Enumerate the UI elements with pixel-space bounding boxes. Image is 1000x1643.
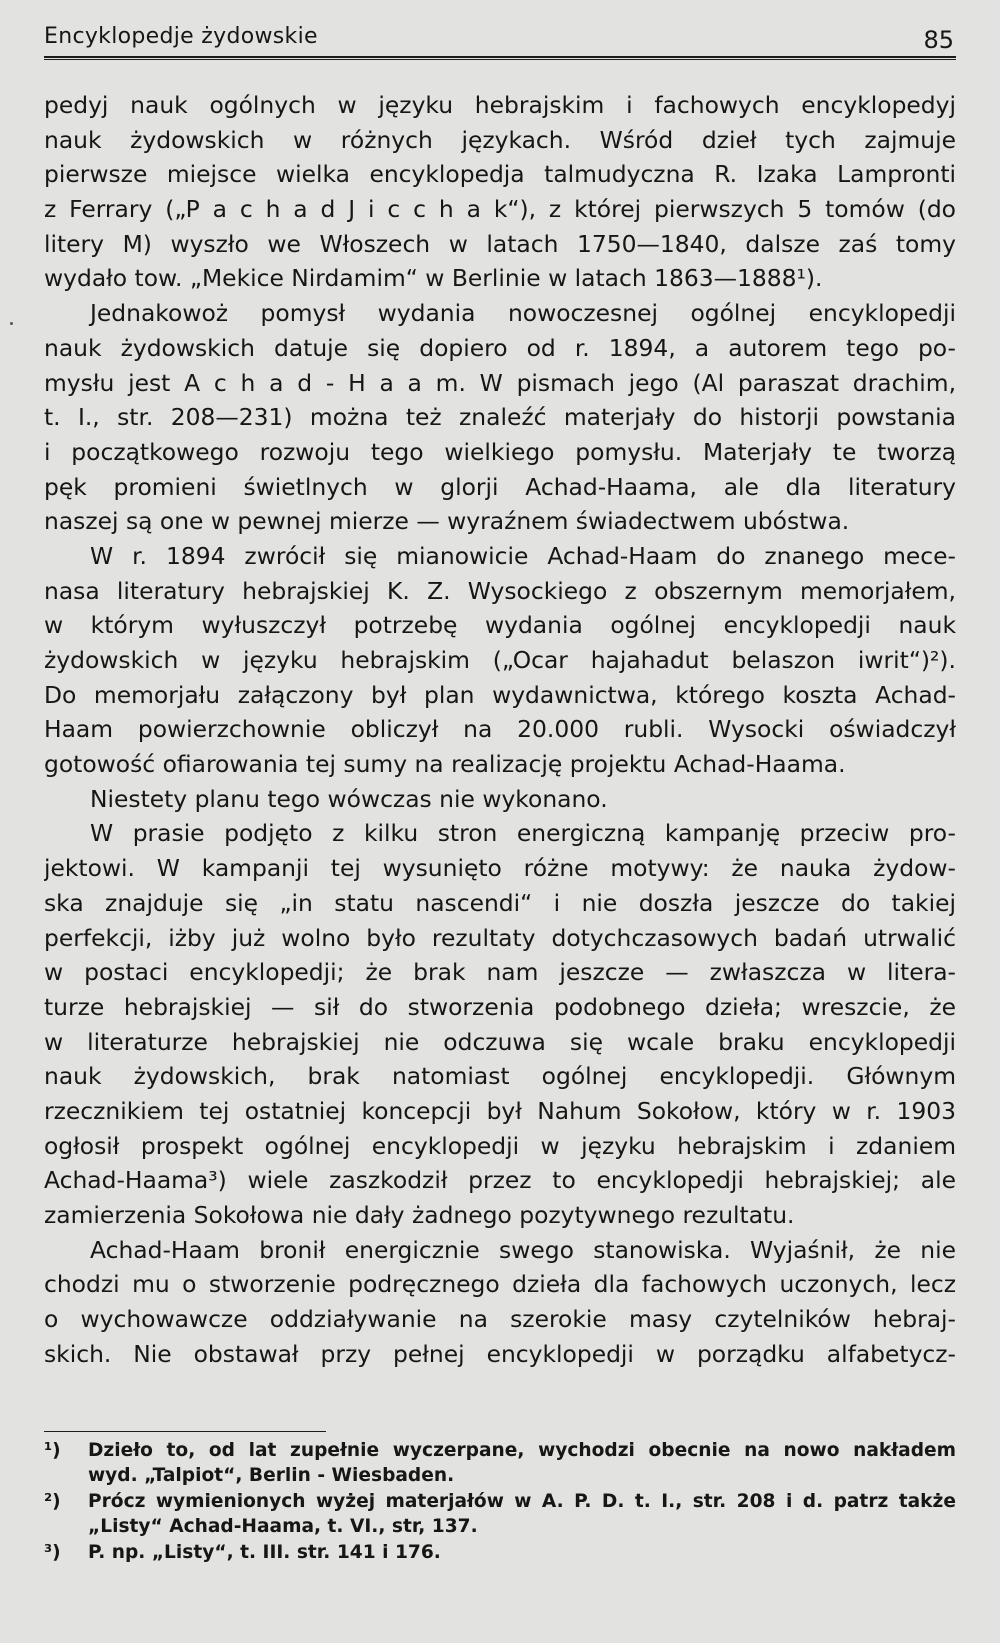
text-line: skich. Nie obstawał przy pełnej encyklopedji w porządku alfabetycz- (44, 1339, 956, 1368)
footnote-text: Prócz wymienionych wyżej materjałów w A. P. D. t. I., str. 208 i d. patrz także (88, 1491, 956, 1512)
footnote-line (44, 1489, 956, 1514)
text-line: rzecznikiem tej ostatniej koncepcji był Nahum Sokołow, który w r. 1903 (44, 1096, 956, 1125)
page-number: 85 (923, 26, 954, 54)
text-line: mysłu jest A c h a d - H a a m. W pismach jego (Al paraszat drachim, (44, 368, 956, 397)
text-line: ogłosił prospekt ogólnej encyklopedji w języku hebrajskim i zdaniem (44, 1131, 956, 1160)
text-line: Jednakowoż pomysł wydania nowoczesnej ogólnej encyklopedji (90, 299, 956, 328)
text-line: litery M) wyszło we Włoszech w latach 1750—1840, dalsze zaś tomy (44, 229, 956, 258)
body-text (44, 88, 956, 1371)
text-line: nasa literatury hebrajskiej K. Z. Wysockiego z obszernym memorjałem, (44, 576, 956, 605)
paper-speck (10, 322, 13, 325)
text-line: wydało tow. „Mekice Nirdamim“ w Berlinie w latach 1863—1888¹). (44, 264, 823, 293)
text-line: W r. 1894 zwrócił się mianowicie Achad-Haam do znanego mece- (90, 541, 956, 570)
footnote-mark: ¹) (44, 1440, 61, 1461)
text-line: jektowi. W kampanji tej wysunięto różne motywy: że nauka żydow- (44, 854, 956, 883)
text-line: żydowskich w języku hebrajskim („Ocar hajahadut belaszon iwrit“)²). (44, 646, 956, 674)
text-line: nauk żydowskich, brak natomiast ogólnej encyklopedji. Głównym (44, 1062, 956, 1091)
text-line: perfekcji, iżby już wolno było rezultaty dotychczasowych badań utrwalić (44, 923, 956, 952)
footnote-line (44, 1438, 956, 1463)
footnote-text: „Listy“ Achad-Haama, t. VI., str, 137. (88, 1516, 478, 1537)
footnote (44, 1489, 956, 1539)
page-header (44, 22, 956, 58)
text-line: ska znajduje się „in statu nascendi“ i nie doszła jeszcze do takiej (44, 888, 956, 917)
header-rule (44, 56, 956, 60)
text-line: W prasie podjęto z kilku stron energiczną kampanję przeciw pro- (90, 819, 956, 848)
text-line: nauk żydowskich w różnych językach. Wśród dzieł tych zajmuje (44, 125, 956, 154)
text-line: w którym wyłuszczył potrzebę wydania ogólnej encyklopedji nauk (44, 611, 956, 640)
text-line: t. I., str. 208—231) można też znaleźć materjały do historji powstania (44, 403, 956, 432)
text-line: Achad-Haam bronił energicznie swego stanowiska. Wyjaśnił, że nie (90, 1235, 956, 1264)
footnote-line (44, 1514, 956, 1539)
text-line: z Ferrary („P a c h a d J i c c h a k“), z której pierwszych 5 tomów (do (44, 195, 956, 224)
footnote-line (44, 1540, 956, 1565)
text-line: pedyj nauk ogólnych w języku hebrajskim i fachowych encyklopedyj (44, 91, 956, 119)
footnote-mark: ²) (44, 1491, 61, 1512)
text-line: naszej są one w pewnej mierze — wyraźnem świadectwem ubóstwa. (44, 507, 850, 536)
footnote-text: P. np. „Listy“, t. III. str. 141 i 176. (88, 1542, 441, 1563)
text-line: pierwsze miejsce wielka encyklopedja talmudyczna R. Izaka Lampronti (44, 160, 956, 189)
text-line: nauk żydowskich datuje się dopiero od r. 1894, a autorem tego po- (44, 333, 956, 362)
text-line: gotowość ofiarowania tej sumy na realizację projektu Achad-Haama. (44, 750, 846, 779)
footnote-text: Dzieło to, od lat zupełnie wyczerpane, wychodzi obecnie na nowo nakładem (88, 1440, 956, 1461)
text-line: Achad-Haama³) wiele zaszkodził przez to encyklopedji hebrajskiej; ale (44, 1166, 956, 1195)
text-line: Niestety planu tego wówczas nie wykonano. (90, 784, 608, 813)
footnotes (44, 1438, 956, 1565)
footnote-line (44, 1463, 956, 1488)
text-line: i początkowego rozwoju tego wielkiego pomysłu. Materjały te tworzą (44, 437, 956, 466)
text-line: w literaturze hebrajskiej nie odczuwa się wcale braku encyklopedji (44, 1027, 956, 1056)
footnote-text: wyd. „Talpiot“, Berlin - Wiesbaden. (88, 1465, 455, 1486)
footnote (44, 1438, 956, 1488)
text-line: zamierzenia Sokołowa nie dały żadnego pozytywnego rezultatu. (44, 1201, 795, 1229)
footnote (44, 1540, 956, 1565)
text-line: w postaci encyklopedji; że brak nam jeszcze — zwłaszcza w litera- (44, 958, 956, 987)
text-line: Haam powierzchownie obliczył na 20.000 rubli. Wysocki oświadczył (44, 715, 956, 744)
footnote-rule (44, 1431, 326, 1432)
text-line: chodzi mu o stworzenie podręcznego dzieła dla fachowych uczonych, lecz (44, 1270, 956, 1299)
text-line: Do memorjału załączony był plan wydawnictwa, którego koszta Achad- (44, 680, 956, 709)
text-line: pęk promieni świetlnych w glorji Achad-Haama, ale dla literatury (44, 472, 956, 501)
text-line: turze hebrajskiej — sił do stworzenia podobnego dzieła; wreszcie, że (44, 992, 956, 1021)
text-line: o wychowawcze oddziaływanie na szerokie masy czytelników hebraj- (44, 1305, 956, 1334)
running-title: Encyklopedje żydowskie (44, 24, 318, 49)
footnote-mark: ³) (44, 1542, 61, 1563)
